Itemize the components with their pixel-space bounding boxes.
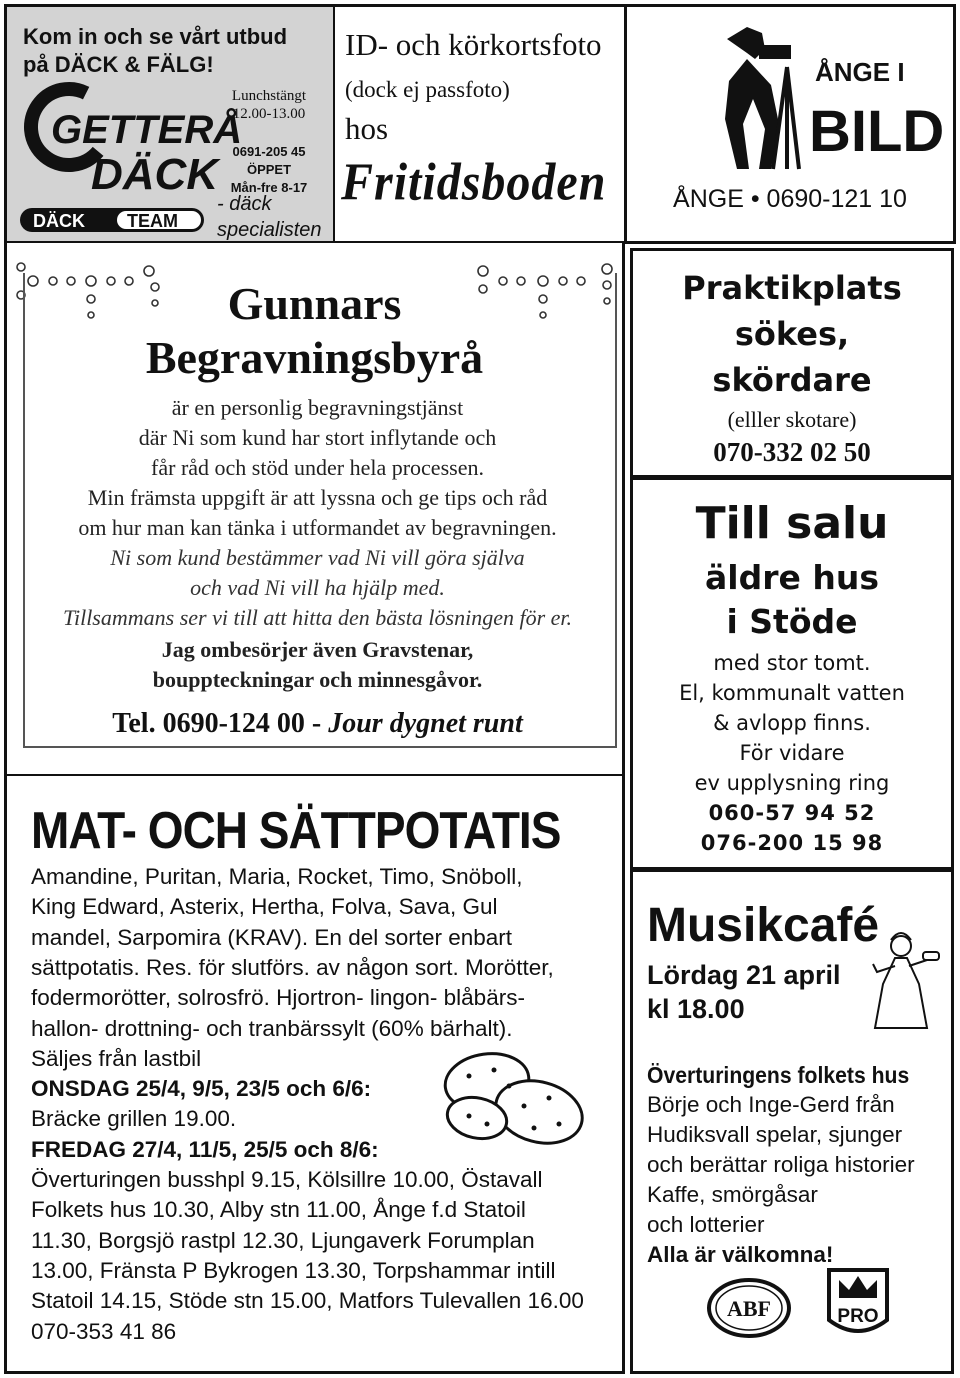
praktik-phone: 070-332 02 50 bbox=[713, 437, 871, 467]
tillsalu-ad bbox=[630, 477, 954, 870]
begravning-text-line: är en personlig begravningstjänst bbox=[171, 395, 464, 420]
salu-line: För vidare bbox=[739, 741, 845, 765]
musik-title: Musikcafé bbox=[647, 899, 880, 952]
abf-logo-text: ABF bbox=[727, 1296, 771, 1321]
musik-venue: Överturingens folkets hus bbox=[647, 1062, 910, 1088]
angebild-phone: ÅNGE • 0690-121 10 bbox=[673, 185, 907, 213]
musik-time: kl 18.00 bbox=[647, 994, 745, 1024]
idphoto-ad bbox=[335, 4, 625, 244]
angebild-logo-word1: ÅNGE I bbox=[815, 57, 905, 87]
potatis-text-line: sättpotatis. Res. för slutförs. av någon sort. Morötter, bbox=[31, 954, 554, 980]
potatis-text-line: Säljes från lastbil bbox=[31, 1045, 202, 1071]
begravning-ad bbox=[4, 243, 625, 777]
gettera-logo-word1: GETTERÅ bbox=[51, 108, 243, 152]
abf-logo bbox=[707, 1278, 791, 1338]
praktik-title-3: skördare bbox=[712, 361, 872, 399]
salu-line: ev upplysning ring bbox=[694, 771, 890, 795]
gettera-phone: 0691-205 45 ÖPPET Mån-fre 8-17 bbox=[230, 144, 308, 195]
svg-text:DÄCK: DÄCK bbox=[33, 211, 85, 231]
gettera-tagline: - däck specialisten bbox=[217, 193, 322, 241]
potatis-text-line: Statoil 14.15, Stöde stn 15.00, Matfors Tulevallen 16.00 bbox=[31, 1288, 584, 1314]
salu-subtitle-1: äldre hus bbox=[705, 558, 879, 597]
potatis-text-line: Amandine, Puritan, Maria, Rocket, Timo, Snöboll, bbox=[31, 864, 523, 889]
gettera-logo bbox=[17, 85, 243, 205]
singer-illustration bbox=[865, 924, 945, 1034]
salu-subtitle-2: i Stöde bbox=[726, 602, 858, 641]
gettera-logo-word2: DÄCK bbox=[91, 150, 219, 199]
praktikplats-ad bbox=[630, 248, 954, 478]
begravning-italic-line: Tillsammans ser vi till att hitta den bästa lösningen för er. bbox=[62, 605, 573, 630]
begravning-text-line: Min främsta uppgift är att lyssna och ge tips och råd bbox=[87, 485, 548, 510]
potatis-text-line: FREDAG 27/4, 11/5, 25/5 och 8/6: bbox=[31, 1136, 379, 1162]
svg-text:TEAM: TEAM bbox=[127, 211, 178, 231]
musik-line: Kaffe, smörgåsar bbox=[647, 1182, 818, 1207]
salu-line: & avlopp finns. bbox=[713, 711, 871, 735]
potatis-text-line: 11.30, Borgsjö rastpl 12.30, Ljungaverk Forumplan bbox=[31, 1227, 535, 1253]
salu-phone: 076-200 15 98 bbox=[700, 831, 884, 855]
musik-welcome: Alla är välkomna! bbox=[647, 1242, 834, 1267]
potatis-text-line: King Edward, Asterix, Hertha, Folva, Sava, Gul bbox=[31, 894, 498, 920]
begravning-text-line: om hur man kan tänka i utformandet av begravningen. bbox=[78, 515, 557, 540]
fritidsboden-logo: Fritidsboden bbox=[341, 153, 607, 212]
praktik-title-2: sökes, bbox=[734, 315, 850, 353]
gettera-headline: Kom in och se vårt utbud på DÄCK & FÄLG! bbox=[23, 24, 288, 77]
begravning-italic-line: och vad Ni vill ha hjälp med. bbox=[190, 575, 445, 600]
photographer-illustration bbox=[707, 19, 945, 179]
gettera-lunch: Lunchstängt 12.00-13.00 bbox=[231, 88, 307, 122]
gettera-ad bbox=[4, 4, 336, 244]
salu-phone: 060-57 94 52 bbox=[708, 801, 876, 825]
potatis-text-line: 13.00, Fränsta P Bykrogen 13.30, Torpshammar intill bbox=[31, 1257, 556, 1283]
potatis-text-line: fodermorötter, solrosfrö. Hjortron- lingon- blåbärs- bbox=[31, 985, 525, 1011]
begravning-phone: Tel. 0690-124 00 - Jour dygnet runt bbox=[112, 708, 523, 739]
potatis-text-line: ONSDAG 25/4, 9/5, 23/5 och 6/6: bbox=[31, 1076, 372, 1102]
musik-date: Lördag 21 april bbox=[647, 960, 841, 990]
idphoto-hos: hos bbox=[345, 111, 389, 146]
praktik-title-1: Praktikplats bbox=[682, 269, 902, 307]
potatis-text-line: hallon- drottning- och tranbärssylt (60% bärhalt). bbox=[31, 1015, 513, 1041]
salu-line: El, kommunalt vatten bbox=[679, 681, 905, 705]
potatis-ad bbox=[4, 776, 625, 1374]
angebild-logo-word2: BILD bbox=[809, 99, 945, 164]
begravning-italic-line: Ni som kund bestämmer vad Ni vill göra själva bbox=[110, 545, 525, 570]
potato-illustration bbox=[439, 1046, 589, 1156]
begravning-text-line: där Ni som kund har stort inflytande och bbox=[138, 425, 497, 450]
begravning-title-1: Gunnars bbox=[227, 278, 402, 329]
begravning-bold-line: bouppteckningar och minnesgåvor. bbox=[152, 667, 483, 692]
musik-line: och lotterier bbox=[647, 1212, 765, 1237]
musik-line: och berättar roliga historier bbox=[647, 1152, 915, 1177]
salu-line: med stor tomt. bbox=[713, 651, 871, 675]
begravning-text-line: får råd och stöd under hela processen. bbox=[151, 455, 484, 480]
idphoto-title: ID- och körkortsfoto bbox=[345, 27, 602, 62]
pro-logo-text: PRO bbox=[837, 1306, 879, 1327]
potatis-text-line: Överturingen busshpl 9.15, Kölsillre 10.00, Östavall bbox=[31, 1167, 543, 1192]
dackteam-logo bbox=[19, 205, 205, 235]
musikcafe-ad bbox=[630, 869, 954, 1374]
potatis-text-line: mandel, Sarpomira (KRAV). En del sorter enbart bbox=[31, 924, 513, 950]
salu-title: Till salu bbox=[695, 498, 889, 549]
musik-line: Börje och Inge-Gerd från bbox=[647, 1092, 895, 1117]
potatis-text-line: 070-353 41 86 bbox=[31, 1318, 177, 1344]
praktik-sub: (elller skotare) bbox=[727, 407, 857, 432]
potatis-text-line: Folkets hus 10.30, Alby stn 11.00, Ånge f.d Statoil bbox=[31, 1197, 526, 1223]
potatis-title: MAT- OCH SÄTTPOTATIS bbox=[31, 801, 561, 860]
potatis-text-line: Bräcke grillen 19.00. bbox=[31, 1106, 237, 1132]
musik-line: Hudiksvall spelar, sjunger bbox=[647, 1122, 903, 1147]
idphoto-subtitle: (dock ej passfoto) bbox=[345, 77, 510, 102]
pro-logo bbox=[825, 1266, 891, 1342]
begravning-bold-line: Jag ombesörjer även Gravstenar, bbox=[161, 637, 474, 662]
begravning-title-2: Begravningsbyrå bbox=[145, 332, 484, 383]
angebild-ad bbox=[624, 4, 956, 244]
